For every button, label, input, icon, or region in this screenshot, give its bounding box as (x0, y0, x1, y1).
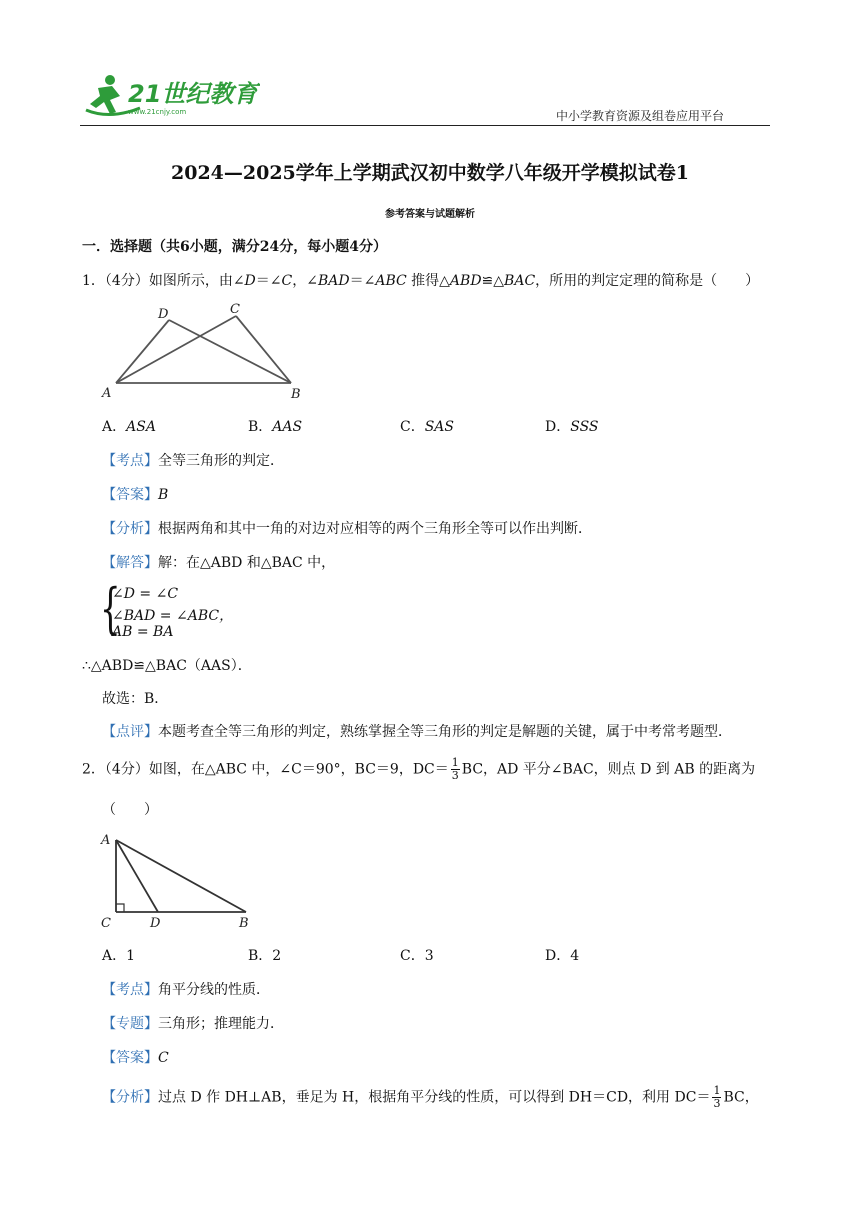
q1-segment-db (169, 320, 291, 383)
q1-choose: 故选：B． (102, 691, 169, 707)
q2-option-b: B．2 (248, 948, 282, 964)
q2-zhuanti: 【专题】三角形；推理能力． (102, 1016, 284, 1032)
q1-dianping: 【点评】本题考查全等三角形的判定，熟练掌握全等三角形的判定是解题的关键，属于中考常考题型． (102, 724, 732, 740)
q2-paren: （ ） (102, 802, 158, 818)
q2-kaodian: 【考点】角平分线的性质． (102, 982, 270, 998)
page-subtitle: 参考答案与试题解析 (385, 209, 475, 220)
q1-segment-ad (116, 320, 169, 383)
q1-system-line-1: ∠D = ∠C (112, 586, 179, 602)
q2-figure (96, 828, 266, 933)
platform-name: 中小学教育资源及组卷应用平台 (556, 109, 725, 123)
q1-label-c: C (230, 302, 240, 317)
q1-label-a: A (102, 386, 112, 401)
q2-segment-ab (116, 840, 246, 912)
q1-stem: 1．（4分）如图所示，由∠D＝∠C，∠BAD＝∠ABC 推得△ABD≌△BAC，所用的判定定理的简称是（ ） (82, 273, 760, 289)
q1-segment-ac (116, 316, 236, 383)
q2-label-d: D (150, 916, 161, 931)
q1-jieda: 【解答】解：在△ABD 和△BAC 中， (102, 555, 336, 571)
q1-label-d: D (158, 307, 169, 322)
q2-option-a: A．1 (102, 948, 136, 964)
q1-option-b: B．AAS (248, 419, 303, 435)
page-title: 2024—2025学年上学期武汉初中数学八年级开学模拟试卷1 (171, 162, 689, 184)
q2-label-c: C (101, 916, 111, 931)
q2-label-a: A (101, 833, 111, 848)
q1-label-b: B (291, 387, 301, 402)
q1-option-a: A．ASA (102, 419, 156, 435)
logo-text: 21世纪教育 (128, 80, 258, 108)
q2-right-angle-mark (116, 904, 124, 912)
q1-fenxi: 【分析】根据两角和其中一角的对边对应相等的两个三角形全等可以作出判断． (102, 521, 592, 537)
q2-stem: 2．（4分）如图，在△ABC 中，∠C＝90°，BC＝9，DC＝ $\frac{1}{3}$ BC，AD 平分∠BAC，则点 D 到 AB 的距离为 (82, 756, 756, 782)
logo-url: www.21cnjy.com (128, 108, 187, 116)
section-heading: 一．选择题（共6小题，满分24分，每小题4分） (82, 239, 387, 255)
q2-fenxi: 【分析】过点 D 作 DH⊥AB，垂足为 H，根据角平分线的性质，可以得到 DH＝CD，利用 DC＝ $\frac{1}{3}$ BC， (102, 1084, 759, 1110)
q2-option-c: C．3 (400, 948, 434, 964)
header-divider (80, 125, 770, 126)
q2-label-b: B (239, 916, 249, 931)
q2-fenxi-fraction: $\frac{1}{3}$ (713, 1084, 721, 1110)
q1-option-c: C．SAS (400, 419, 455, 435)
q1-conclusion: ∴△ABD≌△BAC（AAS）． (82, 658, 252, 674)
q1-option-d: D．SSS (545, 419, 599, 435)
q1-figure (96, 296, 316, 406)
q2-fraction: $\frac{1}{3}$ (451, 756, 459, 782)
q1-system-line-3: AB = BA (112, 624, 174, 640)
q2-option-d: D．4 (545, 948, 580, 964)
q1-system-brace: { (100, 577, 121, 640)
q1-system-line-2: ∠BAD = ∠ABC， (112, 608, 234, 624)
q1-answer: 【答案】B (102, 487, 169, 503)
q2-answer: 【答案】C (102, 1050, 169, 1066)
q1-segment-cb (236, 316, 291, 383)
q1-kaodian: 【考点】全等三角形的判定． (102, 453, 284, 469)
site-logo (80, 70, 260, 120)
